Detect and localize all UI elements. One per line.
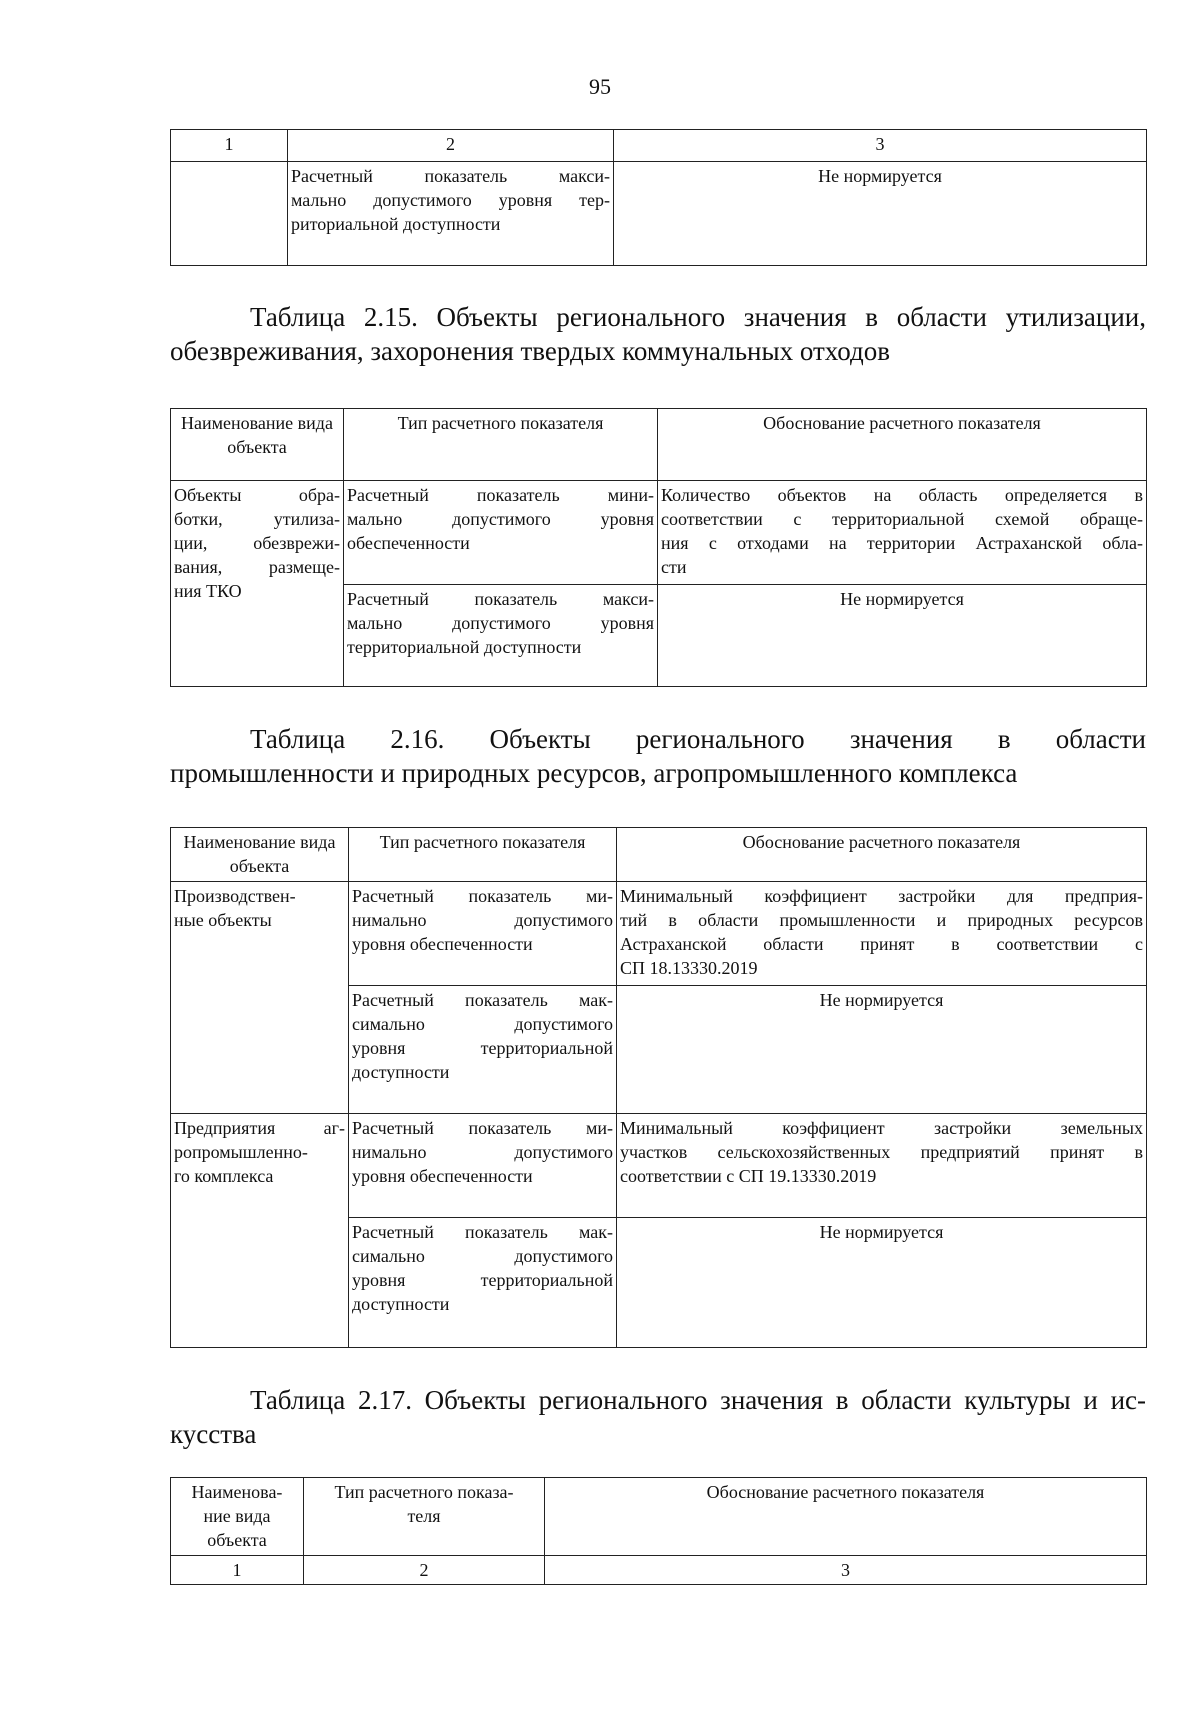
indicator-type-cell: Расчетный показатель мак- симально допустимого уровня территориальной доступности xyxy=(349,986,617,1114)
indicator-type-cell: Расчетный показатель макси- мально допустимого уровня территориальной доступности xyxy=(344,585,658,687)
table-2-16 xyxy=(170,827,1147,1348)
table-2-17-caption: Таблица 2.17. Объекты регионального значения в области культуры и ис- кусства xyxy=(170,1385,1146,1449)
column-number-1: 1 xyxy=(171,130,288,162)
header-object-name: Наименова- ние вида объекта xyxy=(171,1478,304,1556)
indicator-type-cell: Расчетный показатель мак- симально допустимого уровня территориальной доступности xyxy=(349,1218,617,1348)
column-number-3: 3 xyxy=(545,1556,1147,1585)
indicator-type-cell: Расчетный показатель макси- мально допустимого уровня тер- риториальной доступности xyxy=(288,162,614,266)
indicator-basis-cell: Не нормируется xyxy=(617,1218,1147,1348)
table-2-16-caption: Таблица 2.16. Объекты регионального значения в области промышленности и природных ресурсов, агропромышленного комплекса xyxy=(170,724,1146,788)
indicator-basis-cell: Количество объектов на область определяется в соответствии с территориальной схемой обраще- ния с отходами на территории Астраханской обла- сти xyxy=(658,481,1147,585)
header-object-name: Наименование вида объекта xyxy=(171,828,349,882)
table-2-15-caption: Таблица 2.15. Объекты регионального значения в области утилизации, обезвреживания, захоронения твердых коммунальных отходов xyxy=(170,302,1146,366)
table-2-17 xyxy=(170,1477,1147,1585)
indicator-type-cell: Расчетный показатель мини- мально допустимого уровня обеспеченности xyxy=(344,481,658,585)
indicator-basis-cell: Минимальный коэффициент застройки земельных участков сельскохозяйственных предприятий принят в соответствии с СП 19.13330.2019 xyxy=(617,1114,1147,1218)
object-name-cell xyxy=(171,162,288,266)
object-name-cell: Предприятия аг- ропромышленно- го комплекса xyxy=(171,1114,349,1348)
table-2-15 xyxy=(170,408,1147,687)
indicator-basis-cell: Не нормируется xyxy=(617,986,1147,1114)
column-number-3: 3 xyxy=(614,130,1147,162)
column-number-2: 2 xyxy=(304,1556,545,1585)
indicator-basis-cell: Минимальный коэффициент застройки для предприя- тий в области промышленности и природных ресурсов Астраханской области принят в соответствии с СП 18.13330.2019 xyxy=(617,882,1147,986)
indicator-type-cell: Расчетный показатель ми- нимально допустимого уровня обеспеченности xyxy=(349,1114,617,1218)
table-previous-continuation xyxy=(170,129,1147,266)
header-indicator-type: Тип расчетного показателя xyxy=(349,828,617,882)
header-indicator-basis: Обоснование расчетного показателя xyxy=(545,1478,1147,1556)
indicator-basis-cell: Не нормируется xyxy=(658,585,1147,687)
header-indicator-basis: Обоснование расчетного показателя xyxy=(617,828,1147,882)
object-name-cell: Производствен- ные объекты xyxy=(171,882,349,1114)
column-number-1: 1 xyxy=(171,1556,304,1585)
page-number: 95 xyxy=(589,74,611,99)
indicator-type-cell: Расчетный показатель ми- нимально допустимого уровня обеспеченности xyxy=(349,882,617,986)
header-indicator-type: Тип расчетного показателя xyxy=(344,409,658,481)
column-number-2: 2 xyxy=(288,130,614,162)
object-name-cell: Объекты обра- ботки, утилиза- ции, обезврежи- вания, размеще- ния ТКО xyxy=(171,481,344,687)
header-indicator-type: Тип расчетного показа- теля xyxy=(304,1478,545,1556)
header-indicator-basis: Обоснование расчетного показателя xyxy=(658,409,1147,481)
indicator-basis-cell: Не нормируется xyxy=(614,162,1147,266)
header-object-name: Наименование вида объекта xyxy=(171,409,344,481)
